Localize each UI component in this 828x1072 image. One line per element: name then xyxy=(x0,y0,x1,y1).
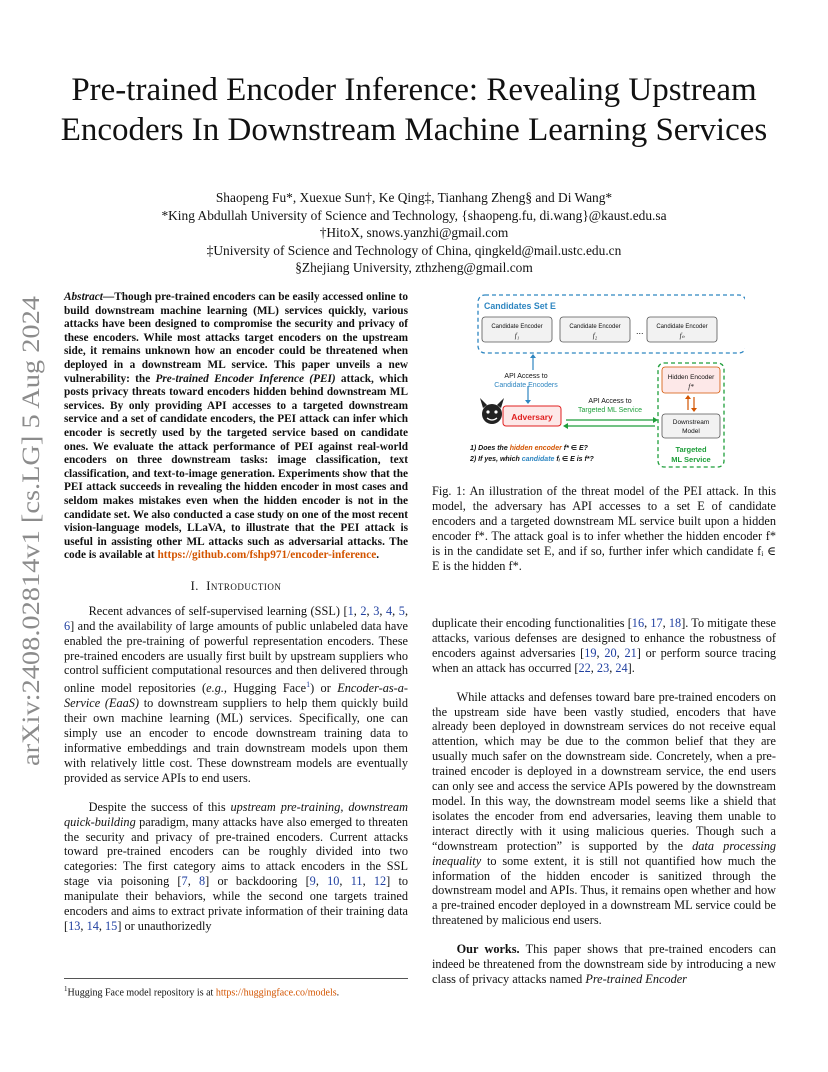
author-names: Shaopeng Fu*, Xuexue Sun†, Ke Qing‡, Tianhang Zheng§ and Di Wang* xyxy=(215,190,613,205)
abstract-label: Abstract xyxy=(64,291,103,303)
question-2-part-b: candidate xyxy=(521,456,555,463)
footnote-text: Hugging Face model repository is at xyxy=(67,987,216,999)
text-span: ] and the availability of large amounts of public unlabeled data have enabled the pre-training of powerful representation encoders. These pre-trained encoders are usually first built by upstream suppliers who control sufficient computational resources and then delivered through online model repositories ( xyxy=(64,618,408,696)
api-access-label: API Access to xyxy=(504,373,548,380)
arrow-left-head xyxy=(563,423,568,429)
affiliation-1: *King Abdullah University of Science and Technology, {shaopeng.fu, di.wang}@kaust.edu.sa xyxy=(161,207,667,223)
citation[interactable]: 14 xyxy=(86,919,99,933)
citation[interactable]: 13 xyxy=(68,919,81,933)
section-title: Introduction xyxy=(206,578,282,593)
citation[interactable]: 1 xyxy=(347,603,354,618)
right-column xyxy=(432,616,776,1001)
code-link[interactable]: https://github.com/fshp971/encoder-inference xyxy=(157,549,377,562)
question-1-part-c: f* ∈ E? xyxy=(561,445,588,452)
downstream-label: Downstream xyxy=(672,419,710,426)
question-1-part-a: 1) Does the xyxy=(470,445,510,452)
question-1-part-b: hidden encoder xyxy=(509,445,562,452)
candidate-encoder-label-n: Candidate Encoder xyxy=(656,324,708,330)
candidate-encoder-label-2: Candidate Encoder xyxy=(569,324,621,330)
text-span-italic: upstream pre-training, downstream quick-building xyxy=(64,799,408,829)
candidates-set-title: Candidates Set E xyxy=(484,301,556,311)
candidate-encoder-sub-n: fₙ xyxy=(679,332,685,340)
text-span: duplicate their encoding functionalities [ xyxy=(432,616,632,630)
citation[interactable]: 23 xyxy=(596,660,610,675)
arxiv-identifier-stamp xyxy=(4,290,52,770)
citation[interactable]: 19 xyxy=(584,645,597,660)
citation[interactable]: 24 xyxy=(615,660,628,675)
text-span-italic: e.g., xyxy=(206,681,227,696)
question-2-part-a: 2) If yes, which xyxy=(470,456,522,463)
section-heading-introduction xyxy=(64,579,408,594)
text-span: Despite the success of this xyxy=(88,799,231,814)
arrow-right-head xyxy=(653,417,658,423)
left-column xyxy=(64,291,408,948)
abstract-end: . xyxy=(376,549,380,562)
arxiv-id-text: arXiv:2408.02814v1 [cs.LG] 5 Aug 2024 xyxy=(16,343,45,766)
footnote-mark: 1 xyxy=(64,985,68,993)
question-1 xyxy=(470,445,589,452)
model-label: Model xyxy=(682,428,700,435)
arrow-service-up-head xyxy=(685,395,691,399)
candidate-encoder-sub-2: f₂ xyxy=(592,332,598,340)
text-span: to some extent, it is still not quantified how much the information of the hidden encoder is sanitized through the downstream model and APIs. Thus, it remains open whether and how a pre-trained encoder deployed in a downstream ML service could be threatened by malicious end users. xyxy=(432,853,776,928)
arrow-service-down-head xyxy=(691,408,697,412)
citation[interactable]: 21 xyxy=(624,645,637,660)
text-span: ]. xyxy=(627,660,635,675)
intro-paragraph-1: Recent advances of self-supervised learning (SSL) [1, 2, 3, 4, 5, 6] and the availability of large amounts of public unlabeled data have enabled the pre-training of powerful representation encoders. These pre-trained encoders are usually first built by upstream suppliers who control sufficient computational resources and then delivered through online model repositories (e.g., Hugging Face$^1$) or Encoder-as-a-Service (EaaS) to downstream suppliers to help them quickly build their own machine learning (ML) services. Specifically, one can simply use an encoder to encode downstream training data to informative embeddings and train downstream models upon them with relatively little cost. These downstream models are eventually provided as service APIs to end users. xyxy=(64,603,409,785)
text-span: Hugging Face xyxy=(227,681,307,696)
citation[interactable]: 18 xyxy=(668,616,682,630)
footnote-ref[interactable]: 1 xyxy=(306,680,311,690)
citation[interactable]: 11 xyxy=(350,874,363,889)
question-2 xyxy=(470,456,595,463)
affiliation-2: †HitoX, snows.yanzhi@gmail.com xyxy=(319,225,509,240)
citation[interactable]: 8 xyxy=(198,874,206,889)
citation[interactable]: 3 xyxy=(373,603,380,618)
citation[interactable]: 10 xyxy=(327,874,340,889)
ml-service-label: ML Service xyxy=(671,455,711,464)
hidden-encoder-sub: f* xyxy=(688,383,694,391)
citation[interactable]: 20 xyxy=(604,645,617,660)
text-span: This paper shows that pre-trained encoders can indeed be threatened from the downstream side by introducing a new class of privacy attacks named xyxy=(432,942,776,986)
text-span: ] or unauthorizedly xyxy=(117,919,212,933)
api-candidates-label: Candidate Encoders xyxy=(494,382,558,389)
targeted-label: Targeted xyxy=(675,445,707,454)
text-span: paradigm, many attacks have also emerged to threaten the security and privacy of pre-trained encoders. Current attacks toward pre-trained encoders can be roughly divided into two categories: The first category aims to attack encoders in the SSL stage via poisoning [ xyxy=(64,814,408,889)
right-paragraph-1: duplicate their encoding functionalities [16, 17, 18]. To mitigate these attacks, various defenses are designed to enhance the robustness of encoders against adversaries [19, 20, 21] or perform source tracing when an attack has occurred [22, 23, 24]. xyxy=(432,616,777,675)
citation[interactable]: 22 xyxy=(578,660,591,675)
right-paragraph-3 xyxy=(432,942,776,987)
figure-caption xyxy=(432,484,776,574)
api-service-label: Targeted ML Service xyxy=(578,407,642,414)
title-line-1: Pre-trained Encoder Inference: Revealing Upstream xyxy=(71,72,757,108)
citation[interactable]: 15 xyxy=(105,919,118,933)
candidate-encoder-sub-1: f₁ xyxy=(514,332,520,340)
text-span: ] or perform source tracing when an attack has occurred [ xyxy=(432,645,777,675)
citation[interactable]: 2 xyxy=(360,603,367,618)
abstract-text-2: attack, which posts privacy threats toward encoders hidden behind downstream ML services. By only providing API accesses to a targeted downstream service and a set of candidate encoders, the PEI attack can infer which encoder is secretly used by the targeted service based on candidate ones. We evaluate the attack performance of PEI against real-world encoders on three downstream tasks: image classification, text classification, and text-to-image generation. Experiments show that the PEI attack succeeds in revealing the hidden encoder in most cases and seldom makes mistakes even when the hidden encoder is not in the candidate set. We also conducted a case study on one of the most recent vision-language models, LLaVA, to illustrate that the PEI attack is useful in assisting other ML attacks such as adversarial attacks. The code is available at xyxy=(64,372,409,562)
citation[interactable]: 4 xyxy=(385,603,393,618)
citation[interactable]: 9 xyxy=(309,874,316,889)
text-span: ) or xyxy=(310,681,338,696)
text-span: ] or backdooring [ xyxy=(205,874,310,889)
figure-caption-text: An illustration of the threat model of the PEI attack. In this model, the adversary has API accesses to a set E of candidate encoders and a targeted downstream ML service built upon a hidden encoder f*. The attack goal is to infer whether the hidden encoder f* is in the candidate set E, and if so, further infer which candidate fᵢ ∈ E is the hidden f*. xyxy=(432,484,777,573)
question-2-part-c: fᵢ ∈ E is f*? xyxy=(554,456,594,463)
text-span-italic: Pre-trained Encoder xyxy=(585,971,687,986)
text-span: While attacks and defenses toward bare pre-trained encoders on the upstream side have been vastly studied, encoders that have already been deployed in downstream services do not receive equal attention, which may be due to the common belief that they are usually much safer on the downstream side. Concretely, when a pre-trained encoder is deployed in a downstream service, the end users can only see and access the service APIs powered by the downstream model. In this way, the downstream model seems like a shield that isolates the encoder from end adversaries, leaving them unable to interact directly with it using malicious queries. Though such a “downstream protection” is supported by the xyxy=(432,689,776,853)
hidden-encoder-label: Hidden Encoder xyxy=(667,374,715,381)
figure-caption-label: Fig. 1: xyxy=(432,484,466,498)
citation[interactable]: 6 xyxy=(64,618,71,633)
arrow-up-head xyxy=(530,354,536,358)
abstract-text-1: —Though pre-trained encoders can be easily accessed online to build downstream machine learning (ML) services quickly, various attacks have been designed to compromise the security and privacy of these encoders. While most attacks target encoders on the upstream side, it remains unknown how an encoder could be threatened when deployed in a downstream ML service. This paper unveils a new vulnerability: the xyxy=(64,291,408,385)
candidate-ellipsis: ... xyxy=(636,326,644,336)
section-number: I. xyxy=(190,578,199,593)
paper-title xyxy=(40,70,788,150)
candidate-encoder-label-1: Candidate Encoder xyxy=(491,324,543,330)
citation[interactable]: 5 xyxy=(398,603,405,618)
citation[interactable]: 17 xyxy=(650,616,663,630)
threat-model-figure xyxy=(470,290,745,470)
text-span: ]. To mitigate these attacks, various defenses are designed to enhance the robustness of encoders against adversaries [ xyxy=(432,616,776,660)
api-access-2-label: API Access to xyxy=(588,398,632,405)
abstract xyxy=(64,291,408,563)
adversary-label: Adversary xyxy=(511,412,553,422)
devil-icon xyxy=(480,398,504,424)
author-block xyxy=(60,189,768,277)
footnote xyxy=(64,978,408,999)
text-span-italic: Encoder-as-a-Service (EaaS) xyxy=(64,681,408,711)
footnote-end: . xyxy=(336,987,340,999)
right-paragraph-2 xyxy=(432,690,776,929)
citation[interactable]: 16 xyxy=(631,616,645,630)
text-span: to downstream suppliers to help them quickly build their own machine learning (ML) services. Specifically, one can simply use an encoder to encode downstream training data to informative embeddings and train downstream models upon them with relatively little cost. These downstream models are eventually provided as service APIs to end users. xyxy=(64,696,408,785)
text-span: Recent advances of self-supervised learning (SSL) [ xyxy=(88,603,348,618)
citation[interactable]: 12 xyxy=(373,874,387,889)
intro-paragraph-2: Despite the success of this upstream pre-training, downstream quick-building paradigm, many attacks have also emerged to threaten the security and privacy of pre-trained encoders. Current attacks toward pre-trained encoders can be roughly divided into two categories: The first category aims to attack encoders in the SSL stage via poisoning [7, 8] or backdooring [9, 10, 11, 12] to manipulate their behaviors, while the second one targets trained encoders and aims to extract private information of their training data [13, 14, 15] or unauthorizedly xyxy=(64,799,409,933)
affiliation-3: ‡University of Science and Technology of China, qingkeld@mail.ustc.edu.cn xyxy=(206,242,622,258)
paragraph-heading: Our works. xyxy=(456,942,520,957)
arrow-down-head xyxy=(525,400,531,404)
citation[interactable]: 7 xyxy=(181,874,188,889)
text-span: ] to manipulate their behaviors, while the second one targets trained encoders and aims to extract private information of their training data [ xyxy=(64,874,409,933)
affiliation-4: §Zhejiang University, zthzheng@gmail.com xyxy=(295,260,533,275)
text-span-italic: data processing inequality xyxy=(432,838,776,868)
abstract-pei-name: Pre-trained Encoder Inference (PEI) xyxy=(155,372,336,385)
footnote-link[interactable]: https://huggingface.co/models xyxy=(215,987,337,999)
title-line-2: Encoders In Downstream Machine Learning Services xyxy=(60,112,768,148)
